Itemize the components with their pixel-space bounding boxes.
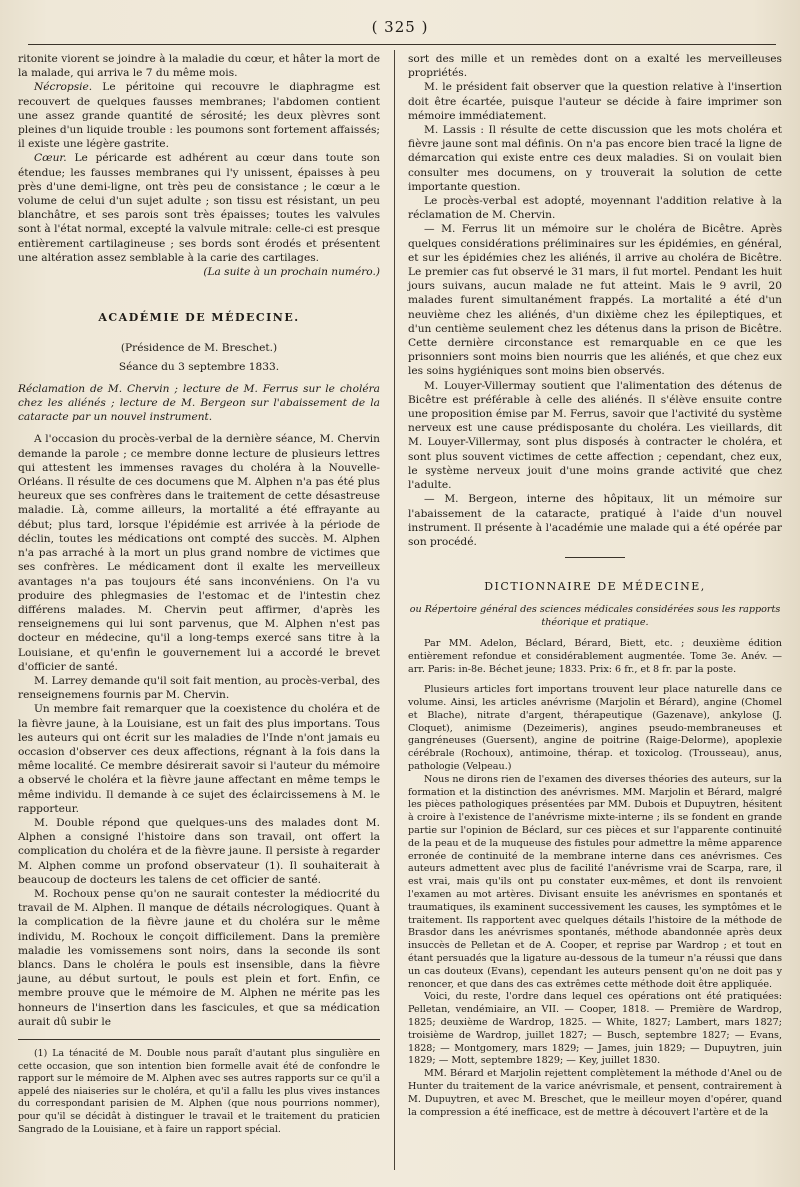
paragraph: M. Lassis : Il résulte de cette discussion que les mots choléra et fièvre jaune sont mal définis. On n'a pas encore bien tracé la ligne de démarcation qui existe entre ces deux maladies. Si on voulait bien consulter mes documens, on y trouverait la solution de cette importante question. [408,124,782,193]
paragraph-coeur [18,151,380,265]
paragraph: sort des mille et un remèdes dont on a exalté les merveilleuses propriétés. [408,53,782,80]
bibliographic-entry: Par MM. Adelon, Béclard, Bérard, Biett, etc. ; deuxième édition entièrement refondue et considérablement augmentée. Tome 3e. Anév. — arr. Paris: in-8e. Béchet jeune; 1833. Prix: 6 fr., et 8 fr. par la poste. [408,637,782,675]
paragraph-necropsie [18,80,380,151]
paragraph: M. Louyer-Villermay soutient que l'alimentation des détenus de Bicêtre est préférable à celle des aliénés. Il s'élève ensuite contre une proposition émise par M. Ferrus, savoir que l'activité du système nerveux est une cause prédisposante du choléra. Les vieillards, dit M. Louyer-Villermay, sont plus disposés à contracter le choléra, et sont plus souvent victimes de cette affection ; cependant, chez eux, le système nerveux jouit d'une moins grande activité que chez l'adulte. [408,379,782,492]
paragraph-text: Le péricarde est adhérent au cœur dans toute son étendue; les fausses membranes qui l'y unissent, épaisses à peu près d'une demi-ligne, ont très peu de consistance ; le cœur a le volume de celui d'un sujet adulte ; son tissu est résistant, un peu blanchâtre, et ses parois sont très épaisses; toutes les valvules sont à l'état normal, excepté la valvule mitrale: celle-ci est presque entièrement cartilagineuse ; ses bords sont érodés et présentent une altération assez semblable à la carie des cartilages. [18,152,380,264]
page-number: ( 325 ) [371,18,429,36]
footnote: (1) La ténacité de M. Double nous paraît d'autant plus singulière en cette occasion, que son intention bien formelle avait été de confondre le rapport sur le mémoire de M. Alphen avec ses autres rapports sur ce qu'il a appelé des niaiseries sur le choléra, et qu'il a fallu les plus vives instances du correspondant parisien de M. Alphen (que nous pourrions nommer), pour qu'il se décidât à distinguer le travail et le traitement du praticien Sangrado de la Louisiane, et à faire un rapport spécial. [18,1048,380,1135]
left-column [18,52,380,1136]
paragraph: — M. Bergeon, interne des hôpitaux, lit un mémoire sur l'abaissement de la cataracte, pratiqué à l'aide d'un nouvel instrument. Il présente à l'académie une malade qui a été opérée par son procédé. [408,493,782,548]
paragraph: M. Rochoux pense qu'on ne saurait contester la médiocrité du travail de M. Alphen. Il manque de détails nécrologiques. Quant à la complication de la fièvre jaune et du choléra sur le même individu, M. Rochoux le conçoit difficilement. Dans la première maladie les vomissemens sont noirs, dans la seconde ils sont blancs. Dans le choléra le pouls est insensible, dans la fièvre jaune, au début surtout, le pouls est plein et fort. Enfin, ce membre prouve que le mémoire de M. Alphen ne mérite pas les honneurs de l'insertion dans les fascicules, et que sa médication aurait dû subir le [18,887,380,1028]
presidence: (Présidence de M. Breschet.) [120,342,278,355]
paragraph: M. le président fait observer que la question relative à l'insertion doit être écartée, puisque l'auteur se décide à faire imprimer son mémoire immédiatement. [408,81,782,122]
header-rule [28,44,776,45]
paragraph: Nous ne dirons rien de l'examen des diverses théories des auteurs, sur la formation et la distinction des anévrismes. MM. Marjolin et Bérard, malgré les pièces pathologiques présentées par MM. Dubois et Dupuytren, hésitent à croire à l'existence de l'anévrisme mixte-interne ; ils se fondent en grande partie sur l'opinion de Béclard, sur ces pièces et sur l'apparente continuité de la peau et de la muqueuse des fistules pour admettre la même apparence erronée de continuité de la membrane interne dans ces anévrismes. Ces auteurs admettent avec plus de facilité l'anévrisme vrai de Scarpa, rare, il est vrai, mais qu'ils ont pu constater eux-mêmes, et dont ils renvoient l'examen au mot artères. Divisant ensuite les anévrismes en spontanés et traumatiques, ils examinent successivement les causes, les symptômes et le traitement. Ils rapportent avec quelques détails l'histoire de la méthode de Brasdor dans les anévrismes spontanés, méthode abandonnée après deux insuccès de Pelletan et de A. Cooper, et reprise par Wardrop ; et tout en étant persuadés que la ligature au-dessous de la tumeur n'a réussi que dans un cas douteux (Evans), cependant les auteurs pensent qu'on ne doit pas y renoncer, et que dans des cas extrêmes cette méthode doit être appliquée. [408,773,782,990]
paragraph: ritonite viorent se joindre à la maladie du cœur, et hâter la mort de la malade, qui arriva le 7 du même mois. [18,53,380,80]
section-label: Cœur. [34,152,67,165]
paragraph: — M. Ferrus lit un mémoire sur le choléra de Bicêtre. Après quelques considérations préliminaires sur les épidémies, en général, et sur les épidémies chez les aliénés, il arrive au choléra de Bicêtre. Le premier cas fut observé le 31 mars, il fut mortel. Pendant les huit jours suivans, aucun malade ne fut atteint. Mais le 9 avril, 20 malades furent simultanément frappés. La mortalité a été d'un neuvième chez les aliénés, d'un dixième chez les épileptiques, et d'un centième seulement chez les détenus dans la prison de Bicêtre. Cette dernière circonstance est remarquable en ce que les prisonniers sont moins bien nourris que les aliénés, et que chez eux les soins hygiéniques sont moins bien observés. [408,223,782,378]
to-be-continued: (La suite à un prochain numéro.) [203,266,380,279]
section-title: DICTIONNAIRE DE MÉDECINE, [484,580,706,594]
paragraph: MM. Bérard et Marjolin rejettent complètement la méthode d'Anel ou de Hunter du traitement de la varice anévrismale, et pensent, contrairement à M. Dupuytren, et avec M. Breschet, que le meilleur moyen d'opérer, quand la compression a été inefficace, est de mettre à découvert l'artère et de la [408,1068,782,1118]
section-rule [565,557,625,558]
paragraph: Un membre fait remarquer que la coexistence du choléra et de la fièvre jaune, à la Louisiane, est un fait des plus importans. Tous les auteurs qui ont écrit sur les maladies de l'Inde n'ont jamais eu occasion d'observer ces deux affections, régnant à la fois dans la même localité. Ce membre désirerait savoir si l'auteur du mémoire a observé le choléra et la fièvre jaune affectant en même temps le même individu. Il demande à ce sujet des éclaircissemens à M. le rapporteur. [18,703,380,815]
dictionary-subtitle: ou Répertoire général des sciences médicales considérées sous les rapports théorique et pratique. [409,604,781,629]
paragraph: Le procès-verbal est adopté, moyennant l'addition relative à la réclamation de M. Chervin. [408,195,782,222]
session-summary: Réclamation de M. Chervin ; lecture de M. Ferrus sur le choléra chez les aliénés ; lecture de M. Bergeon sur l'abaissement de la cataracte par un nouvel instrument. [18,382,380,424]
paragraph: A l'occasion du procès-verbal de la dernière séance, M. Chervin demande la parole ; ce membre donne lecture de plusieurs lettres qui attestent les immenses ravages du choléra à la Nouvelle-Orléans. Il résulte de ces documens que M. Alphen n'a pas été plus heureux que ses confrères dans le traitement de cette désastreuse maladie. Là, comme ailleurs, la mortalité a été effrayante au début; plus tard, lorsque l'épidémie est arrivée à la période de déclin, toutes les médications ont compté des succès. M. Alphen n'a pas arraché à la mort un plus grand nombre de victimes que ses confrères. Le médicament dont il exalte les merveilleux avantages n'a pas toujours été sans inconvéniens. On l'a vu produire des phlegmasies de l'estomac et de l'intestin chez différens malades. M. Chervin peut affirmer, d'après les renseignemens qui lui sont parvenus, que M. Alphen n'est pas docteur en médecine, qu'il a long-temps exercé sans titre à la Louisiane, et qu'enfin le gouvernement lui a accordé le brevet d'officier de santé. [18,433,380,673]
paragraph: M. Larrey demande qu'il soit fait mention, au procès-verbal, des renseignemens fournis par M. Chervin. [18,674,380,702]
paragraph: Voici, du reste, l'ordre dans lequel ces opérations ont été pratiquées: Pelletan, vendémiaire, an VII. — Cooper, 1818. — Première de Wardrop, 1825; deuxième de Wardrop, 1825. — White, 1827; Lambert, mars 1827; troisième de Wardrop, juillet 1827; — Busch, septembre 1827; — Evans, 1828; — Montgomery, mars 1829; — James, juin 1829; — Dupuytren, juin 1829; — Mott, septembre 1829; — Key, juillet 1830. [408,991,782,1067]
column-separator [394,50,395,1170]
section-title: ACADÉMIE DE MÉDECINE. [98,311,300,325]
section-label: Nécropsie. [34,81,93,94]
right-column [408,52,782,1119]
paragraph: Plusieurs articles fort importans trouvent leur place naturelle dans ce volume. Ainsi, les articles anévrisme (Marjolin et Bérard), angine (Chomel et Blache), nitrate d'argent, thérapeutique (Gazenave), ankylose (J. Cloquet), animisme (Dezeimeris), angines pseudo-membraneuses et gangréneuses (Guersent), angine de poitrine (Raige-Delorme), apoplexie cérébrale (Rochoux), antimoine, thérap. et toxicolog. (Trousseau), anus, pathologie (Velpeau.) [408,684,782,773]
paragraph-text: Le péritoine qui recouvre le diaphragme est recouvert de quelques fausses membranes; l'abdomen contient une assez grande quantité de sérosité; les deux plèvres sont pleines d'un liquide trouble : les poumons sont fortement affaissés; il existe une légère gastrite. [18,81,380,151]
paragraph: M. Double répond que quelques-uns des malades dont M. Alphen a consigné l'histoire dans son travail, ont offert la complication du choléra et de la fièvre jaune. Il persiste à regarder M. Alphen comme un profond observateur (1). Il souhaiterait à beaucoup de docteurs les talens de cet officier de santé. [18,816,380,886]
seance-date: Séance du 3 septembre 1833. [118,360,280,373]
footnote-rule [18,1039,380,1040]
